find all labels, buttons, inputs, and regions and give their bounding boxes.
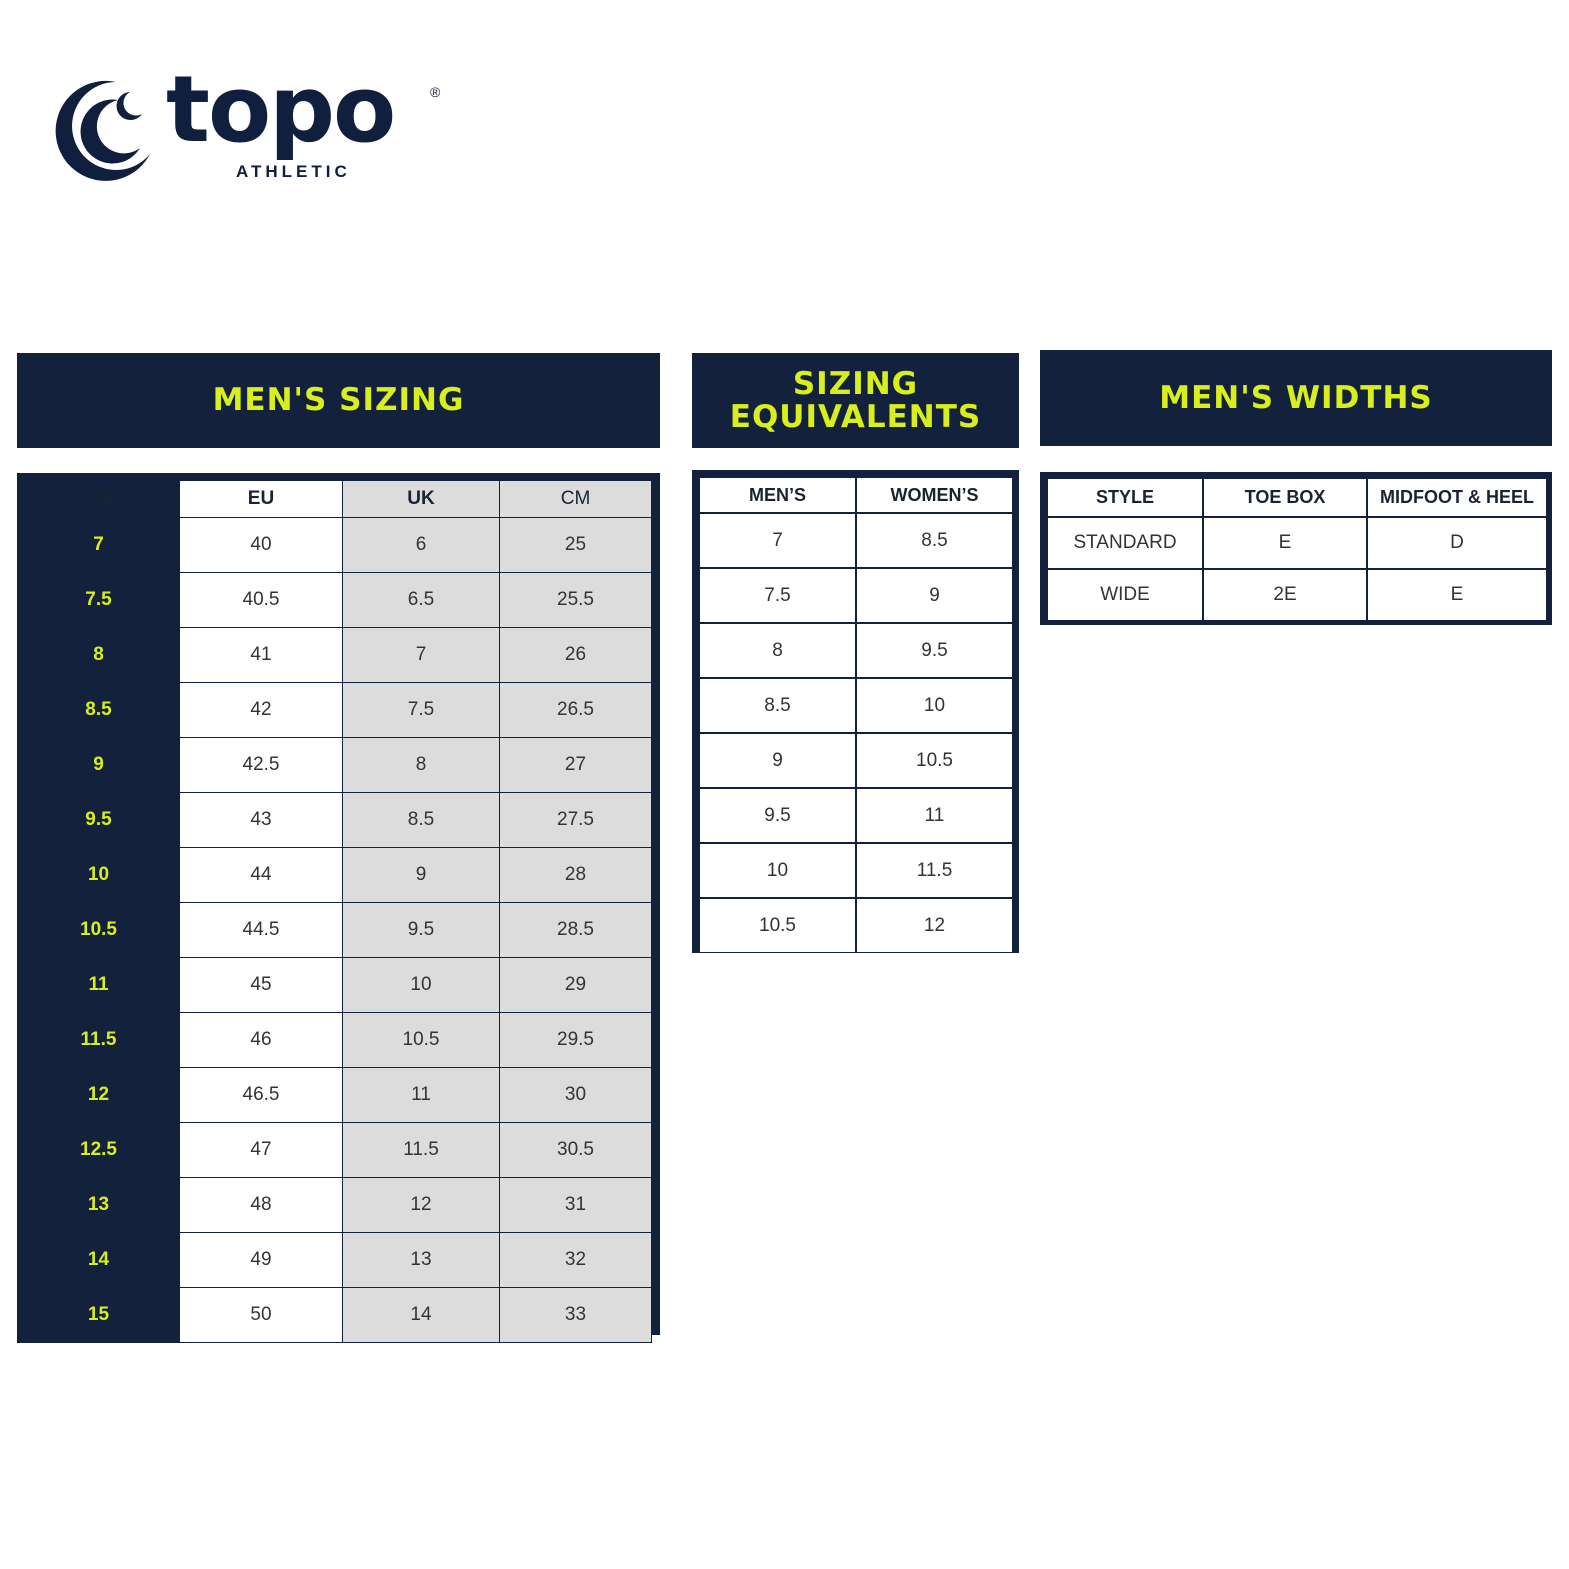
table-cell: 9.5	[343, 903, 500, 958]
table-cell: 10	[856, 678, 1012, 733]
sizing-equivalents-banner	[692, 353, 1019, 448]
registered-mark: ®	[430, 84, 441, 100]
table-cell: 7	[17, 518, 180, 573]
table-row	[17, 958, 652, 1013]
table-cell: 50	[180, 1288, 343, 1343]
table-cell: 11	[343, 1068, 500, 1123]
table-cell: 42	[180, 683, 343, 738]
table-cell: 8	[17, 628, 180, 683]
table-cell: 11.5	[343, 1123, 500, 1178]
brand-wordmark: topo	[166, 56, 395, 163]
table-row	[700, 678, 1012, 733]
sizing-equivalents-title-line1: SIZING	[792, 365, 919, 402]
table-cell: 42.5	[180, 738, 343, 793]
table-header-row	[1048, 479, 1546, 517]
table-cell: 27	[500, 738, 652, 793]
table-cell: 7.5	[17, 573, 180, 628]
sizing-equivalents-title-line2: EQUIVALENTS	[729, 398, 982, 435]
table-cell: 14	[343, 1288, 500, 1343]
column-header-style: STYLE	[1048, 479, 1203, 517]
table-cell: 7.5	[700, 568, 856, 623]
table-row	[17, 628, 652, 683]
table-cell: 10.5	[343, 1013, 500, 1068]
table-cell: 26	[500, 628, 652, 683]
table-cell: 33	[500, 1288, 652, 1343]
table-cell: 8.5	[856, 513, 1012, 568]
table-cell: 28	[500, 848, 652, 903]
table-cell: 15	[17, 1288, 180, 1343]
mens-widths-table	[1040, 472, 1552, 625]
table-cell: 31	[500, 1178, 652, 1233]
table-cell: 9	[700, 733, 856, 788]
sizing-equivalents-table	[692, 470, 1019, 953]
table-cell: 10	[17, 848, 180, 903]
table-row	[17, 1013, 652, 1068]
table-cell: 7	[700, 513, 856, 568]
table-row	[17, 1288, 652, 1343]
table-row	[17, 848, 652, 903]
table-row	[17, 573, 652, 628]
column-header-eu: EU	[180, 481, 343, 518]
table-cell: 9.5	[700, 788, 856, 843]
table-cell: 11	[17, 958, 180, 1013]
table-cell: 40.5	[180, 573, 343, 628]
table-row	[17, 1233, 652, 1288]
table-cell: 10	[343, 958, 500, 1013]
table-cell: 8	[343, 738, 500, 793]
table-cell: 29	[500, 958, 652, 1013]
table-cell: 25	[500, 518, 652, 573]
table-cell: 13	[343, 1233, 500, 1288]
table-cell: 9.5	[17, 793, 180, 848]
table-row	[700, 788, 1012, 843]
sizing-equivalents-title	[729, 365, 982, 435]
table-row	[17, 683, 652, 738]
table-cell: 13	[17, 1178, 180, 1233]
table-cell: 14	[17, 1233, 180, 1288]
column-header-toe-box: TOE BOX	[1203, 479, 1367, 517]
table-cell: 2E	[1203, 569, 1367, 620]
table-cell: 41	[180, 628, 343, 683]
table-cell: 30.5	[500, 1123, 652, 1178]
table-row	[17, 518, 652, 573]
table-row	[17, 738, 652, 793]
table-row	[17, 1068, 652, 1123]
table-cell: E	[1203, 517, 1367, 569]
table-cell: 8	[700, 623, 856, 678]
table-row	[700, 513, 1012, 568]
table-cell: 9.5	[856, 623, 1012, 678]
table-cell: 8.5	[17, 683, 180, 738]
column-header-mens: MEN’S	[700, 478, 856, 513]
table-cell: 46.5	[180, 1068, 343, 1123]
table-cell: 8.5	[700, 678, 856, 733]
table-cell: 12.5	[17, 1123, 180, 1178]
table-cell: 11	[856, 788, 1012, 843]
table-cell: WIDE	[1048, 569, 1203, 620]
moon-logo-icon	[48, 78, 158, 188]
table-cell: D	[1367, 517, 1546, 569]
column-header-womens: WOMEN’S	[856, 478, 1012, 513]
table-cell: STANDARD	[1048, 517, 1203, 569]
table-row	[17, 903, 652, 958]
table-cell: 11.5	[17, 1013, 180, 1068]
table-header-row	[700, 478, 1012, 513]
table-cell: 12	[17, 1068, 180, 1123]
table-cell: 44.5	[180, 903, 343, 958]
table-cell: 12	[343, 1178, 500, 1233]
mens-sizing-title: MEN'S SIZING	[212, 382, 465, 419]
table-row	[700, 843, 1012, 898]
table-row	[17, 793, 652, 848]
mens-widths-banner	[1040, 350, 1552, 446]
mens-widths-title: MEN'S WIDTHS	[1159, 379, 1433, 416]
table-cell: 12	[923, 914, 946, 936]
table-cell: 46	[180, 1013, 343, 1068]
table-cell: 45	[180, 958, 343, 1013]
table-row	[700, 623, 1012, 678]
table-row	[17, 1178, 652, 1233]
table-row	[700, 733, 1012, 788]
table-cell: 44	[180, 848, 343, 903]
table-row	[1048, 569, 1546, 620]
table-row	[700, 568, 1012, 623]
table-cell: 6.5	[343, 573, 500, 628]
mens-sizing-table	[17, 473, 660, 1335]
table-cell: 10.5	[856, 733, 1012, 788]
table-cell: 47	[180, 1123, 343, 1178]
table-cell: 8.5	[343, 793, 500, 848]
table-cell: 27.5	[500, 793, 652, 848]
table-cell: 9	[343, 848, 500, 903]
column-header-cm: CM	[500, 481, 652, 518]
table-cell: 9	[17, 738, 180, 793]
table-cell: 10.5	[17, 903, 180, 958]
table-cell: 49	[180, 1233, 343, 1288]
table-row	[17, 1123, 652, 1178]
table-cell: 32	[500, 1233, 652, 1288]
table-cell: 48	[180, 1178, 343, 1233]
column-header-midfoot-heel: MIDFOOT & HEEL	[1367, 479, 1546, 517]
column-header-us: US	[17, 481, 180, 518]
table-cell: 11.5	[856, 843, 1012, 898]
table-cell: 28.5	[500, 903, 652, 958]
table-cell: 10.5	[700, 898, 856, 952]
table-header-row	[17, 481, 652, 518]
table-cell: 30	[500, 1068, 652, 1123]
brand-logo	[48, 56, 468, 188]
table-cell: 26.5	[500, 683, 652, 738]
table-row	[700, 898, 1012, 952]
mens-sizing-banner	[17, 353, 660, 448]
table-cell: 9	[856, 568, 1012, 623]
table-cell: 7.5	[343, 683, 500, 738]
table-cell: 7	[343, 628, 500, 683]
table-cell: 6	[343, 518, 500, 573]
table-row	[1048, 517, 1546, 569]
table-cell: 43	[180, 793, 343, 848]
table-cell: 40	[180, 518, 343, 573]
column-header-uk: UK	[343, 481, 500, 518]
table-cell: 10	[700, 843, 856, 898]
brand-tagline: ATHLETIC	[236, 162, 351, 181]
table-cell: E	[1450, 584, 1464, 605]
table-cell: 29.5	[500, 1013, 652, 1068]
table-cell: 25.5	[500, 573, 652, 628]
